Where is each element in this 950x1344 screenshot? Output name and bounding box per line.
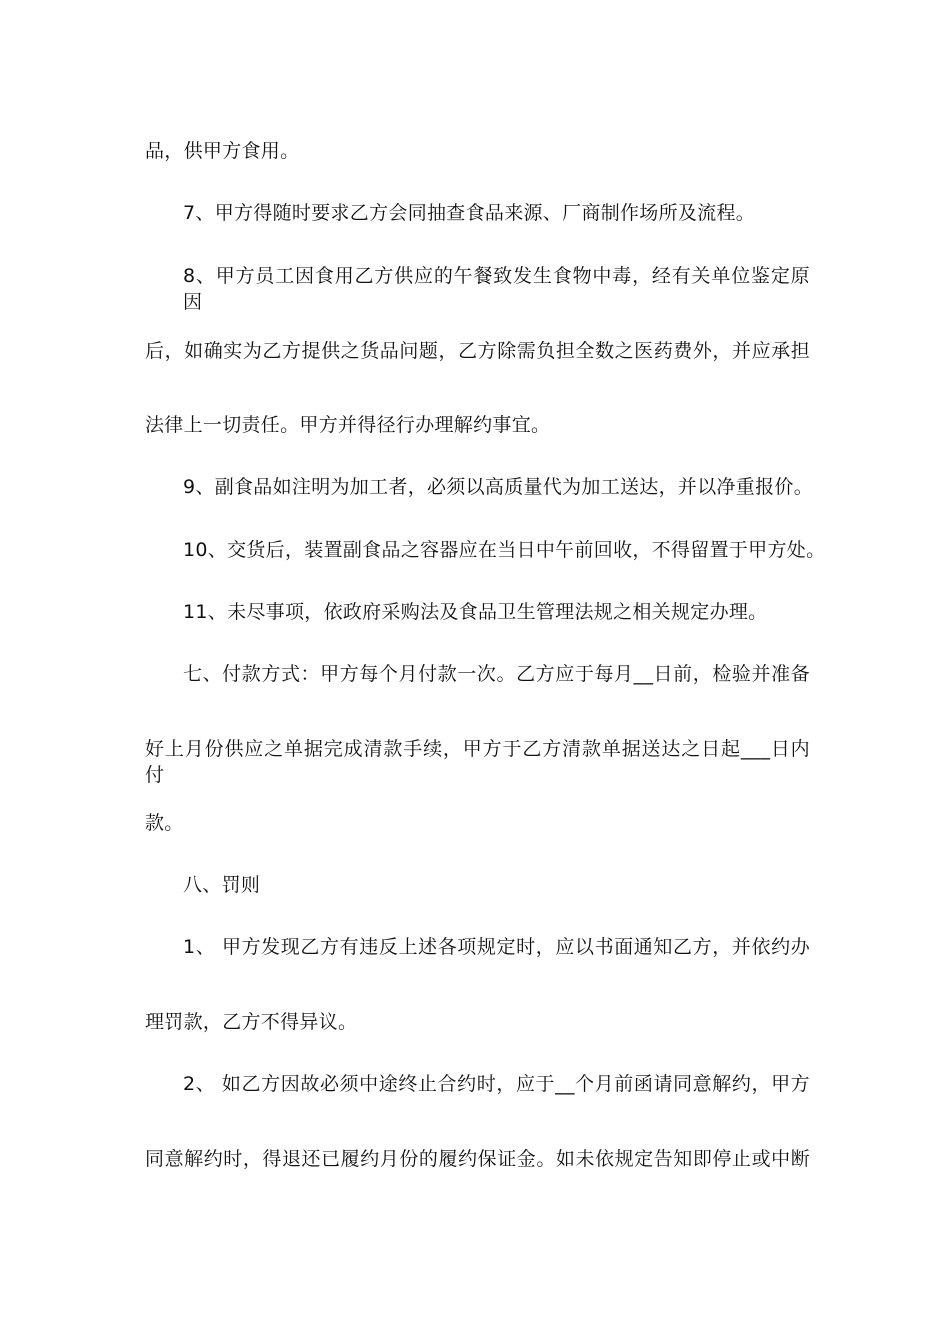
clause-9-line: 9、副食品如注明为加工者，必须以高质量代为加工送达，并以净重报价。 [183, 476, 813, 498]
clause-8-line-1: 8、甲方员工因食用乙方供应的午餐致发生食物中毒，经有关单位鉴定原因 [183, 265, 810, 313]
section-8-heading: 八、罚则 [183, 874, 261, 896]
clause-8-line-2: 后，如确实为乙方提供之货品问题，乙方除需负担全数之医药费外，并应承担 [145, 340, 810, 362]
penalty-2-line-1: 2、 如乙方因故必须中途终止合约时，应于__个月前函请同意解约，甲方 [183, 1073, 810, 1095]
clause-7-line: 7、甲方得随时要求乙方会同抽查食品来源、厂商制作场所及流程。 [183, 202, 756, 224]
penalty-1-line-1: 1、 甲方发现乙方有违反上述各项规定时，应以书面通知乙方，并依约办 [183, 936, 810, 958]
section-7-line-2: 好上月份供应之单据完成清款手续，甲方于乙方清款单据送达之日起___日内付 [145, 738, 810, 786]
clause-10-line: 10、交货后，装置副食品之容器应在当日中午前回收，不得留置于甲方处。 [183, 539, 826, 561]
penalty-1-line-2: 理罚款，乙方不得异议。 [145, 1011, 358, 1033]
section-7-line-3: 款。 [145, 812, 184, 834]
paragraph-line: 品，供甲方食用。 [145, 140, 300, 162]
section-7-line-1: 七、付款方式：甲方每个月付款一次。乙方应于每月__日前，检验并准备 [183, 663, 810, 685]
clause-8-line-3: 法律上一切责任。甲方并得径行办理解约事宜。 [145, 414, 551, 436]
clause-11-line: 11、未尽事项，依政府采购法及食品卫生管理法规之相关规定办理。 [183, 601, 768, 623]
penalty-2-line-2: 同意解约时，得退还已履约月份的履约保证金。如未依规定告知即停止或中断 [145, 1148, 810, 1170]
